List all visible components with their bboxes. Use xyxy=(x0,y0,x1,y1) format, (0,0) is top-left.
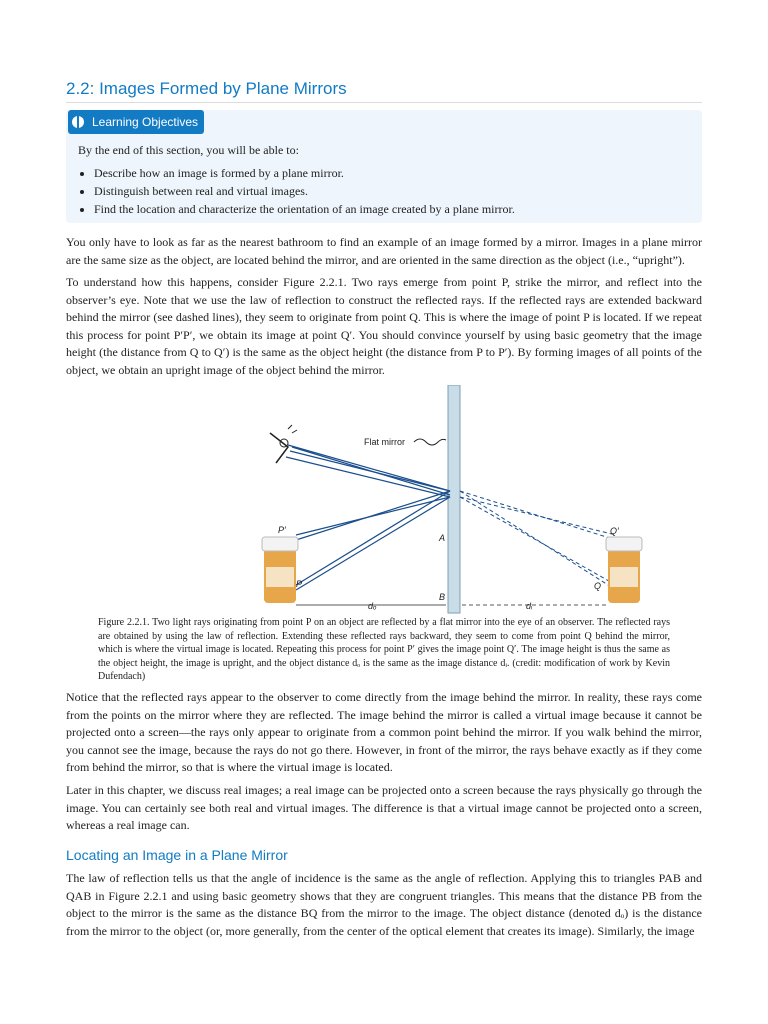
objective-item: • Distinguish between real and virtual images. xyxy=(94,182,515,200)
mirror-label-pointer xyxy=(414,439,446,445)
page-title: 2.2: Images Formed by Plane Mirrors xyxy=(66,79,347,98)
virtual-ray-extensions xyxy=(460,491,616,590)
label-q: Q xyxy=(594,581,602,591)
reflected-rays xyxy=(286,445,450,497)
learning-objectives-box xyxy=(66,110,702,223)
eye-icon xyxy=(270,425,297,463)
paragraph-law-of-reflection: The law of reflection tells us that the angle of incidence is the same as the angle of reflection. Applying this to triangles PAB and QAB in Figure 2.2.1 and using basic geometry shows that they are congruent triangles. This means that the distance PB from the object to the mirror is the same as the distance BQ from the mirror to the image. The object distance (denoted dₒ) is the distance from the mirror to the object (or, more generally, from the center of the optical element that creates its image). Similarly, the image xyxy=(66,871,702,938)
objectives-list xyxy=(78,164,515,218)
paragraph-real-image: Later in this chapter, we discuss real images; a real image can be projected onto a screen because the rays physically go through the image. You can certainly see both real and virtual images. The difference is that a virtual image cannot be projected onto a screen, whereas a real image can. xyxy=(66,783,702,833)
paragraph-intro: You only have to look as far as the nearest bathroom to find an example of an image formed by a mirror. Images in a plane mirror are the same size as the object, are located behind the mirror, and are oriented in the same direction as the object (i.e., “upright”). xyxy=(66,235,702,267)
objectives-tab-label: Learning Objectives xyxy=(92,115,199,129)
object-bottle xyxy=(262,537,298,603)
label-d-o: dₒ xyxy=(368,601,377,611)
image-bottle xyxy=(606,537,642,603)
objectives-intro: By the end of this section, you will be able to: xyxy=(78,143,299,157)
objectives-icon xyxy=(72,116,84,128)
incident-rays xyxy=(296,491,450,590)
paragraph-virtual-image: Notice that the reflected rays appear to the observer to come directly from the image behind the mirror. In reality, these rays come from the points on the mirror where they are reflected. The image behind the mirror is called a virtual image because it cannot be projected onto a screen—the rays only appear to originate from a common point behind the mirror. If you walk behind the mirror, you cannot see the image, because the rays do not go there. However, in front of the mirror, the rays behave exactly as if they come from behind the mirror, so that is where the virtual image is located. xyxy=(66,690,702,775)
label-d-i: dᵢ xyxy=(526,601,533,611)
objective-item: • Find the location and characterize the orientation of an image created by a plane mirror. xyxy=(94,200,515,218)
learning-objectives-tab xyxy=(68,110,204,134)
title-divider xyxy=(66,102,702,103)
plane-mirror-figure xyxy=(196,385,656,615)
figure-caption: Figure 2.2.1. Two light rays originating from point P on an object are reflected by a flat mirror into the eye of an observer. The reflected rays are obtained by using the law of reflection. Extending these reflected rays backward, they seem to come from point Q behind the mirror, which is where the virtual image is located. Repeating this process for point P′ gives the image point Q′. The image height is thus the same as the object height, the image is upright, and the object distance dₒ is the same as the image distance dᵢ. (credit: modification of work by Kevin Dufendach) xyxy=(98,617,670,682)
objective-item: • Describe how an image is formed by a plane mirror. xyxy=(94,164,515,182)
label-a: A xyxy=(439,533,446,543)
flat-mirror xyxy=(448,385,460,613)
label-b: B xyxy=(439,592,446,602)
subheading-locating-image: Locating an Image in a Plane Mirror xyxy=(66,847,288,863)
label-q-prime: Q′ xyxy=(610,526,619,536)
label-p-prime: P′ xyxy=(278,525,286,535)
mirror-label: Flat mirror xyxy=(364,437,405,447)
paragraph-rays: To understand how this happens, consider Figure 2.2.1. Two rays emerge from point P, strike the mirror, and reflect into the observer’s eye. Note that we use the law of reflection to construct the reflected rays. If the reflected rays are extended backward behind the mirror (see dashed lines), they seem to originate from point Q. This is where the image of point P is located. If we repeat this process for point P′P′, we obtain its image at point Q′. You should convince yourself by using basic geometry that the image height (the distance from Q to Q′) is the same as the object height (the distance from P to P′). By forming images of all points of the object, we obtain an upright image of the object behind the mirror. xyxy=(66,275,702,377)
label-p: P xyxy=(296,579,303,589)
